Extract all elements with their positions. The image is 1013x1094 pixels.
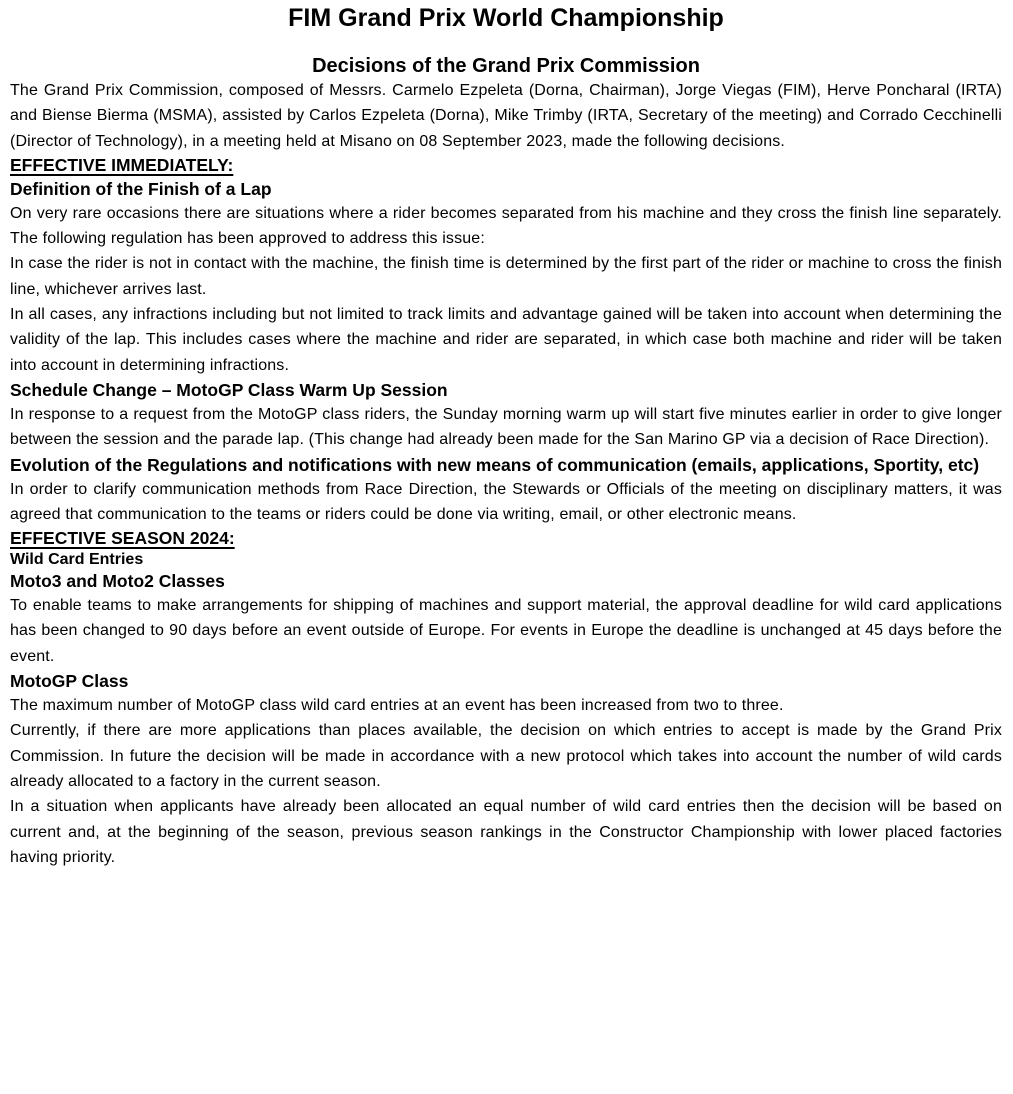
subheading-regulations-evolution: Evolution of the Regulations and notifications with new means of communication (emails, applications, Sportity, etc) bbox=[10, 454, 980, 475]
paragraph-regulations-evolution-1: In order to clarify communication methods from Race Direction, the Stewards or Officials of the meeting on disciplinary matters, it was agreed that communication to the teams or riders could be done via writing, email, or other electronic means. bbox=[10, 480, 1002, 523]
intro-paragraph: The Grand Prix Commission, composed of Messrs. Carmelo Ezpeleta (Dorna, Chairman), Jorge Viegas (FIM), Herve Poncharal (IRTA) and Biense Bierma (MSMA), assisted by Carlos Ezpeleta (Dorna), Mike Trimby (IRTA, Secretary of the meeting) and Corrado Cecchinelli (Director of Technology), in a meeting held at Misano on 08 September 2023, made the following decisions. bbox=[10, 82, 1002, 150]
document-subtitle: Decisions of the Grand Prix Commission bbox=[312, 55, 700, 77]
subheading-wild-card-entries: Wild Card Entries bbox=[10, 551, 144, 569]
section-heading-effective-season-2024: EFFECTIVE SEASON 2024: bbox=[10, 528, 235, 549]
section-heading-effective-immediately: EFFECTIVE IMMEDIATELY: bbox=[10, 154, 234, 175]
paragraph-schedule-change-1: In response to a request from the MotoGP class riders, the Sunday morning warm up will start five minutes earlier in order to give longer between the session and the parade lap. (This change had already been made for the San Marino GP via a decision of Race Direction). bbox=[10, 405, 1002, 449]
paragraph-finish-of-lap-1: On very rare occasions there are situations where a rider becomes separated from his machine and they cross the finish line separately. The following regulation has been approved to address this issue: bbox=[10, 204, 1002, 248]
subheading-finish-of-lap: Definition of the Finish of a Lap bbox=[10, 178, 272, 199]
paragraph-finish-of-lap-3: In all cases, any infractions including but not limited to track limits and advantage gained will be taken into account when determining the validity of the lap. This includes cases where the machine and rider are separated, in which case both machine and rider will be taken into account in determining infractions. bbox=[10, 306, 1002, 374]
subheading-schedule-change: Schedule Change – MotoGP Class Warm Up Session bbox=[10, 379, 448, 400]
paragraph-motogp-3: In a situation when applicants have already been allocated an equal number of wild card entries then the decision will be based on current and, at the beginning of the season, previous season rankings in the Constructor Championship with lower placed factories having priority. bbox=[10, 798, 1002, 866]
paragraph-motogp-2: Currently, if there are more applications than places available, the decision on which entries to accept is made by the Grand Prix Commission. In future the decision will be made in accordance with a new protocol which takes into account the number of wild cards already allocated to a factory in the current season. bbox=[10, 722, 1002, 790]
document-title: FIM Grand Prix World Championship bbox=[288, 4, 724, 32]
subheading-moto3-moto2-classes: Moto3 and Moto2 Classes bbox=[10, 571, 225, 592]
paragraph-motogp-1: The maximum number of MotoGP class wild card entries at an event has been increased from two to three. bbox=[10, 697, 784, 715]
paragraph-finish-of-lap-2: In case the rider is not in contact with the machine, the finish time is determined by the first part of the rider or machine to cross the finish line, whichever arrives last. bbox=[10, 255, 1002, 298]
paragraph-moto3-moto2-1: To enable teams to make arrangements for shipping of machines and support material, the approval deadline for wild card applications has been changed to 90 days before an event outside of Europe. For events in Europe the deadline is unchanged at 45 days before the event. bbox=[10, 597, 1002, 665]
subheading-motogp-class: MotoGP Class bbox=[10, 671, 129, 692]
